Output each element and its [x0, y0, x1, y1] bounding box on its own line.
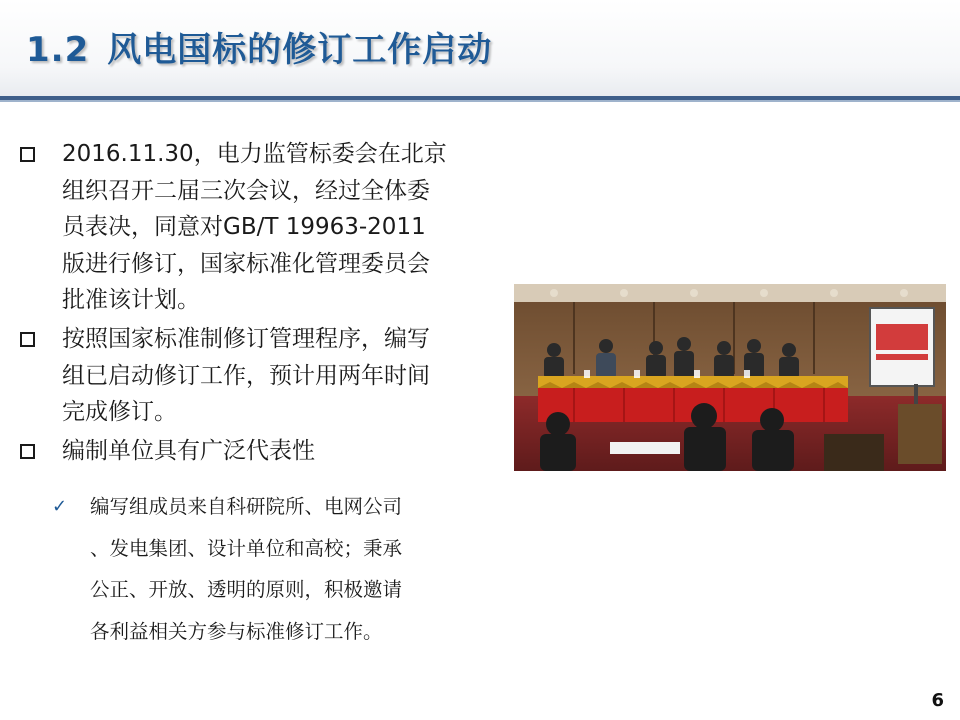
bullet-list: [18, 136, 508, 471]
title-text: 风电国标的修订工作启动: [107, 30, 493, 70]
sub-bullet-line: 公正、开放、透明的原则，积极邀请: [90, 578, 403, 601]
square-bullet-icon: [20, 147, 35, 162]
sub-bullet-line: 编写组成员来自科研院所、电网公司: [90, 495, 403, 518]
bullet-line: 版进行修订，国家标准化管理委员会: [62, 250, 430, 277]
bullet-line: 完成修订。: [62, 399, 177, 426]
meeting-photo-illustration: [514, 284, 946, 471]
title-bar: [0, 0, 960, 96]
square-bullet-icon: [20, 332, 35, 347]
title-divider-shadow: [0, 100, 960, 102]
slide-title: [26, 22, 492, 71]
bullet-line: 2016.11.30，电力监管标委会在北京: [62, 141, 447, 167]
bullet-line: 批准该计划。: [62, 287, 200, 314]
bullet-item: [18, 433, 508, 470]
bullet-line: 编制单位具有广泛代表性: [62, 437, 315, 464]
square-bullet-icon: [20, 444, 35, 459]
bullet-item: [18, 321, 508, 431]
sub-bullet-line: 、发电集团、设计单位和高校；秉承: [90, 536, 403, 560]
bullet-line: 组织召开二届三次会议，经过全体委: [62, 177, 430, 204]
bullet-line: 组已启动修订工作，预计用两年时间: [62, 362, 430, 389]
bullet-line: 员表决，同意对GB/T 19963-2011: [62, 214, 426, 241]
title-number: 1.2: [26, 30, 90, 70]
page-number: 6: [931, 690, 944, 711]
sub-bullet-line: 各利益相关方参与标准修订工作。: [90, 619, 383, 643]
checkmark-icon: ✓: [52, 496, 68, 517]
bullet-item: [18, 136, 508, 319]
sub-bullet: [52, 486, 492, 652]
sub-bullet-item: [52, 486, 492, 652]
bullet-line: 按照国家标准制修订管理程序，编写: [62, 325, 430, 352]
meeting-photo: [514, 284, 946, 471]
